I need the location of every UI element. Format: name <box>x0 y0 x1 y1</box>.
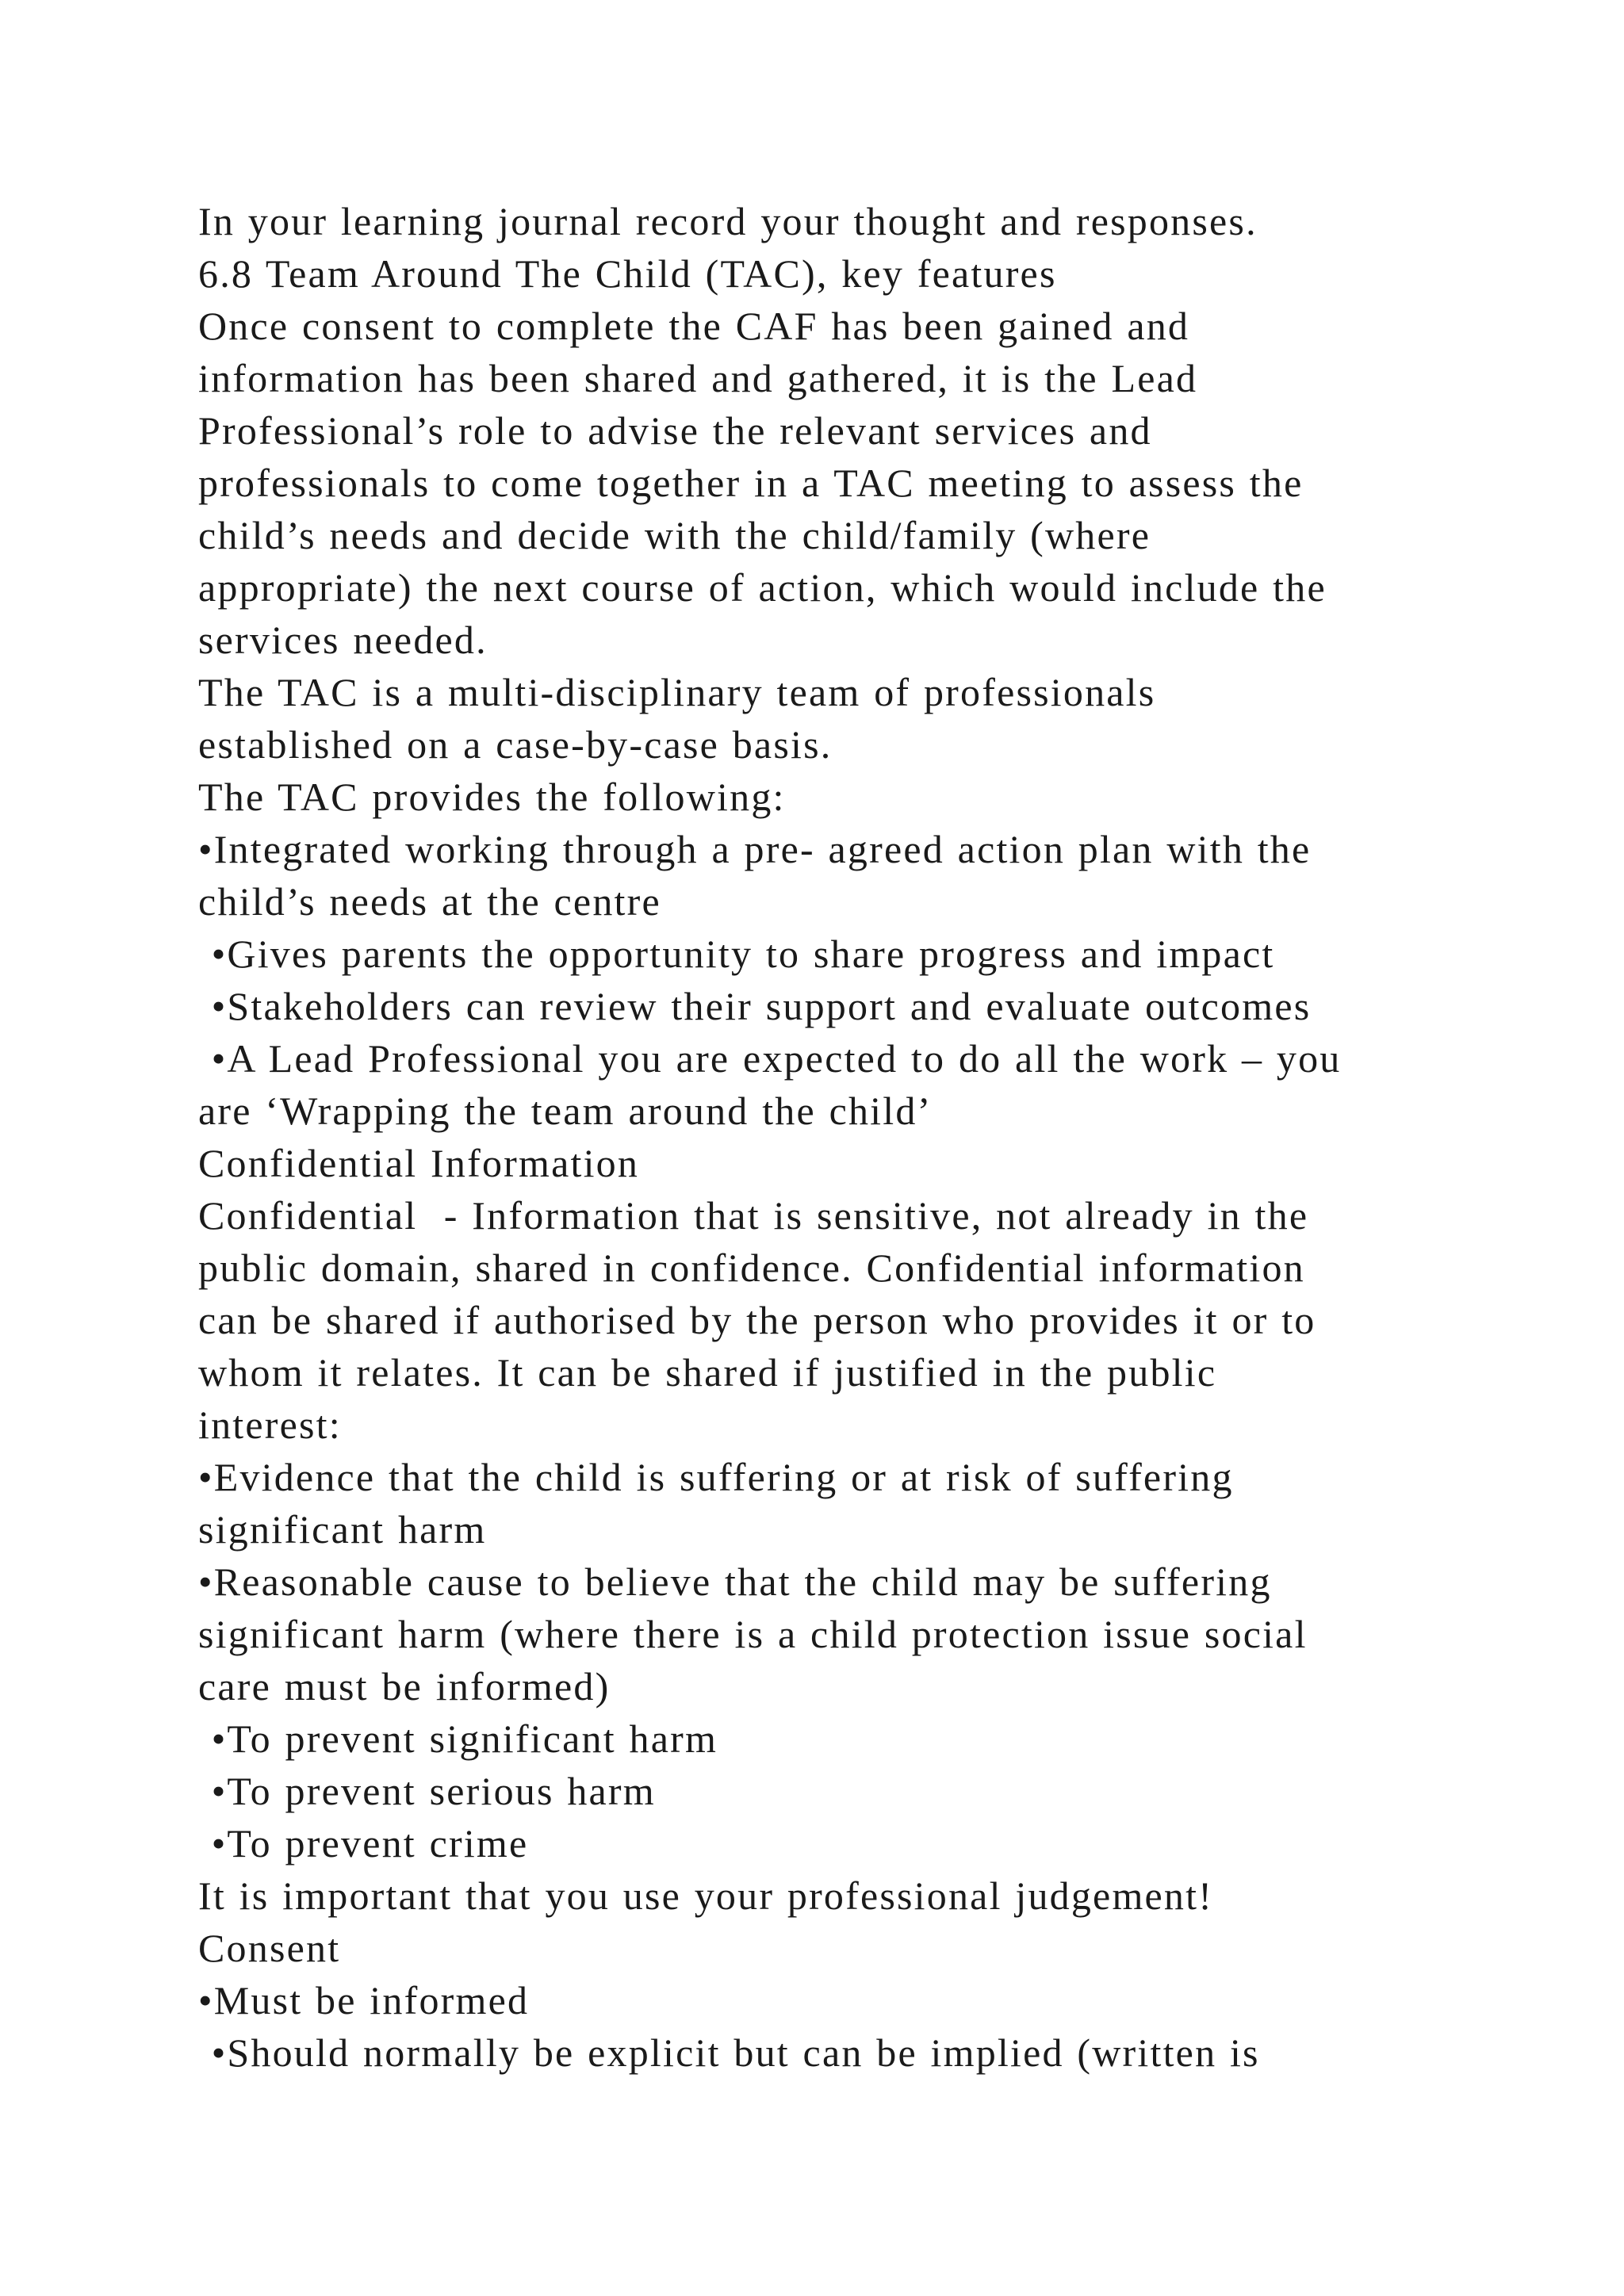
text-line: Professional’s role to advise the relevant services and <box>198 408 1152 453</box>
text-line: services needed. <box>198 618 488 662</box>
text-line: In your learning journal record your thought and responses. <box>198 199 1258 243</box>
text-line: The TAC is a multi-disciplinary team of professionals <box>198 670 1156 714</box>
text-line: interest: <box>198 1402 342 1447</box>
bullet-line: •Must be informed <box>198 1978 530 2022</box>
section-heading: 6.8 Team Around The Child (TAC), key features <box>198 251 1057 296</box>
text-line: are ‘Wrapping the team around the child’ <box>198 1089 933 1133</box>
bullet-line: •Should normally be explicit but can be implied (written is <box>198 2030 1260 2075</box>
text-line: significant harm <box>198 1507 487 1552</box>
section-heading: Consent <box>198 1926 341 1970</box>
bullet-line: •To prevent significant harm <box>198 1716 718 1761</box>
text-line: whom it relates. It can be shared if justified in the public <box>198 1350 1217 1395</box>
text-line: The TAC provides the following: <box>198 775 786 819</box>
text-line: information has been shared and gathered, it is the Lead <box>198 356 1198 400</box>
text-line: appropriate) the next course of action, which would include the <box>198 565 1327 610</box>
text-line: care must be informed) <box>198 1664 611 1709</box>
text-line: Confidential - Information that is sensitive, not already in the <box>198 1193 1309 1238</box>
bullet-line: •Gives parents the opportunity to share progress and impact <box>198 932 1275 976</box>
bullet-line: •To prevent serious harm <box>198 1769 656 1813</box>
bullet-line: •To prevent crime <box>198 1821 529 1866</box>
text-line: child’s needs at the centre <box>198 879 661 924</box>
bullet-line: •A Lead Professional you are expected to do all the work – you <box>198 1036 1342 1081</box>
text-line: can be shared if authorised by the person who provides it or to <box>198 1298 1316 1342</box>
text-line: significant harm (where there is a child protection issue social <box>198 1612 1308 1656</box>
text-line: established on a case-by-case basis. <box>198 722 833 767</box>
text-line: professionals to come together in a TAC meeting to assess the <box>198 461 1304 505</box>
text-line: It is important that you use your professional judgement! <box>198 1873 1214 1918</box>
document-body <box>198 195 1562 2079</box>
bullet-line: •Integrated working through a pre- agreed action plan with the <box>198 827 1312 871</box>
section-heading: Confidential Information <box>198 1141 640 1185</box>
bullet-line: •Evidence that the child is suffering or at risk of suffering <box>198 1455 1234 1499</box>
bullet-line: •Stakeholders can review their support and evaluate outcomes <box>198 984 1312 1028</box>
text-line: public domain, shared in confidence. Confidential information <box>198 1246 1305 1290</box>
bullet-line: •Reasonable cause to believe that the child may be suffering <box>198 1559 1272 1604</box>
text-line: Once consent to complete the CAF has been gained and <box>198 304 1190 348</box>
text-line: child’s needs and decide with the child/family (where <box>198 513 1151 557</box>
